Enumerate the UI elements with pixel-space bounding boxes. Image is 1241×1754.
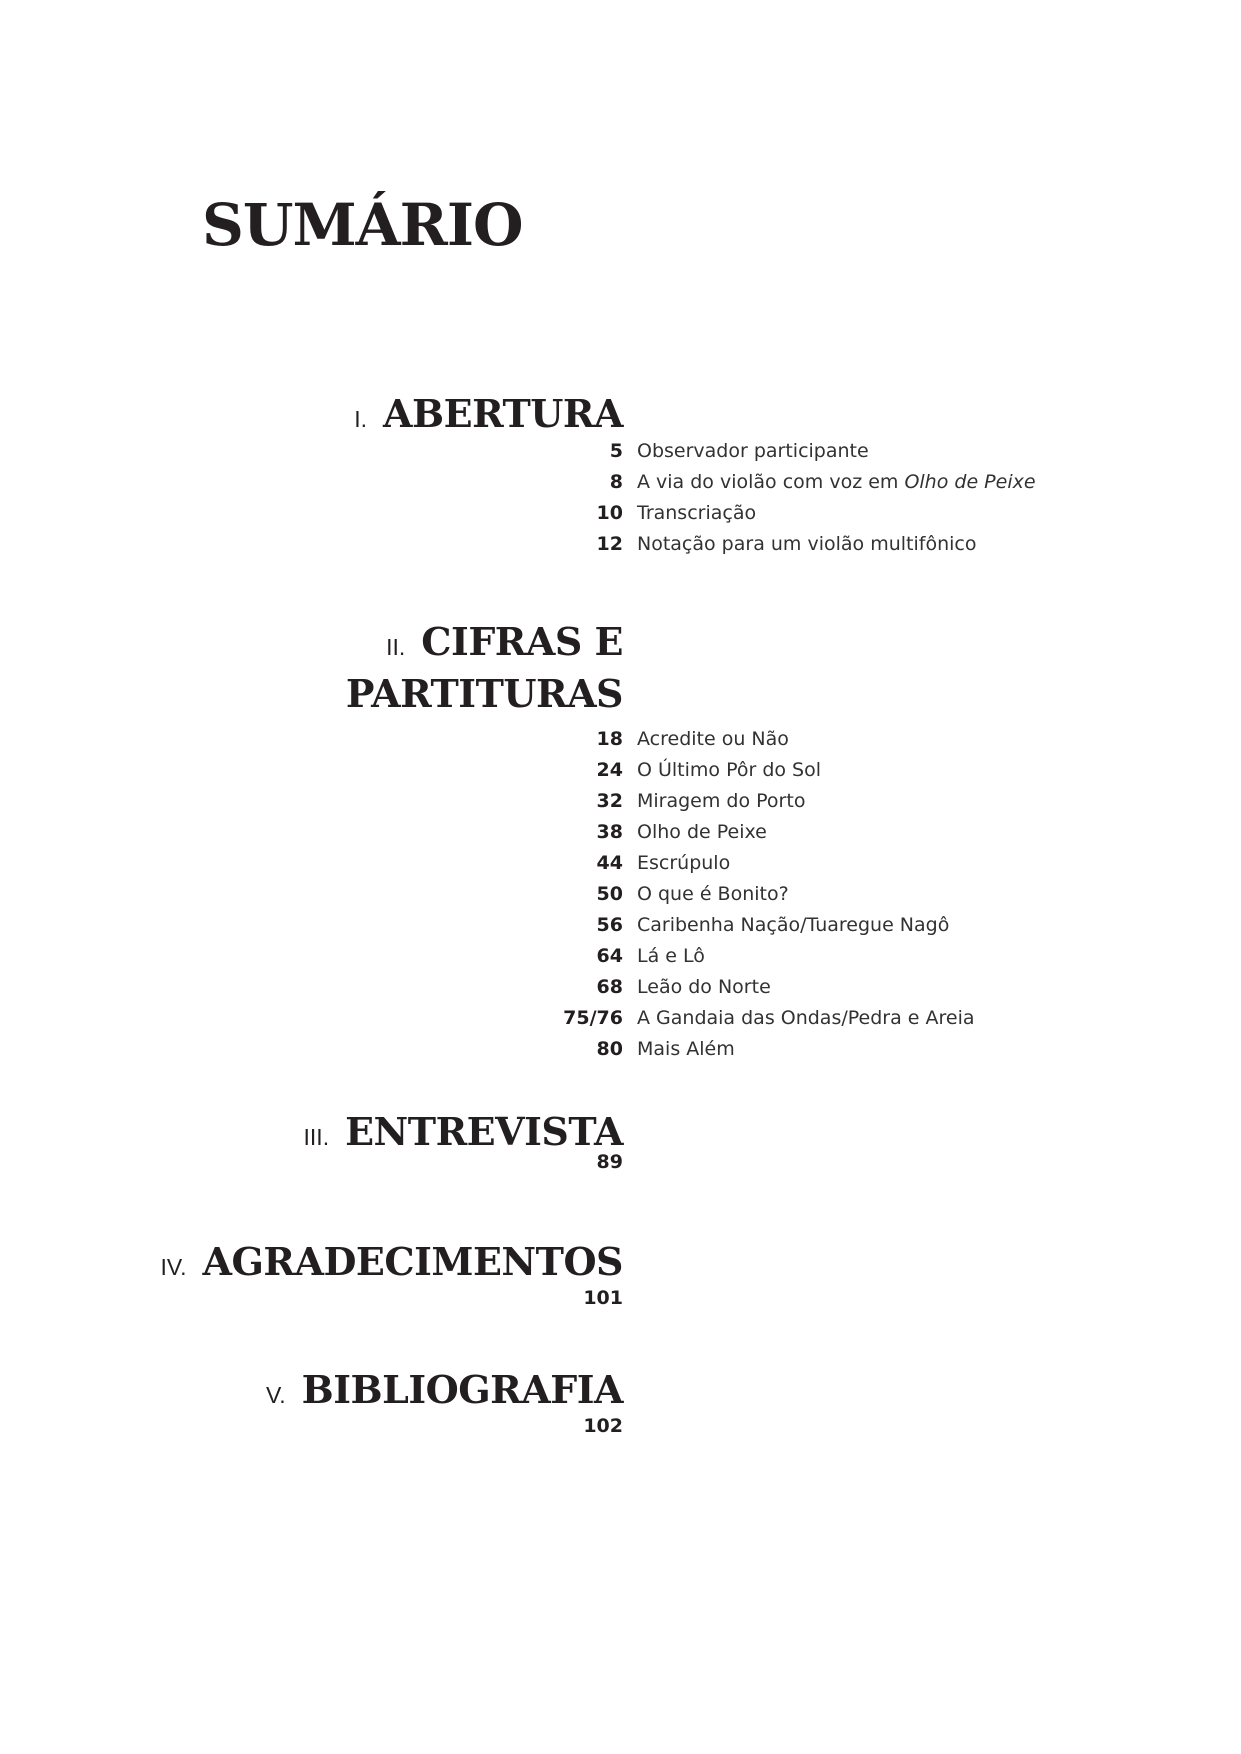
section-title: ENTREVISTA — [345, 1109, 623, 1154]
toc-entry[interactable] — [0, 1003, 1241, 1034]
toc-entry[interactable] — [0, 941, 1241, 972]
section-title: ABERTURA — [383, 391, 623, 436]
toc-entry[interactable] — [0, 724, 1241, 755]
section-page-number: 102 — [583, 1415, 623, 1437]
section-abertura — [0, 392, 1241, 560]
entry-title: O que é Bonito? — [637, 883, 789, 905]
entry-page-number: 10 — [596, 502, 623, 524]
section-title: AGRADECIMENTOS — [202, 1239, 623, 1284]
section-cifras-e-partituras — [0, 620, 1241, 1065]
toc-entry[interactable] — [0, 910, 1241, 941]
entry-title: Caribenha Nação/Tuaregue Nagô — [637, 914, 950, 936]
entry-page-number: 80 — [596, 1038, 623, 1060]
entry-page-number: 24 — [596, 759, 623, 781]
entry-title: Transcriação — [637, 502, 757, 524]
toc-entry[interactable] — [0, 817, 1241, 848]
toc-entry[interactable] — [0, 879, 1241, 910]
entry-page-number: 18 — [596, 728, 623, 750]
entry-list — [0, 724, 1241, 1065]
toc-entry[interactable] — [0, 529, 1241, 560]
entry-page-number: 50 — [596, 883, 623, 905]
entry-title: Acredite ou Não — [637, 728, 789, 750]
section-heading — [0, 1240, 623, 1284]
section-agradecimentos[interactable] — [0, 1239, 1241, 1309]
section-heading — [0, 1110, 623, 1154]
entry-page-number: 38 — [596, 821, 623, 843]
entry-title: Notação para um violão multifônico — [637, 533, 977, 555]
section-numeral: V. — [266, 1382, 286, 1408]
entry-title-text: A via do violão com voz em — [637, 471, 905, 493]
toc-entry[interactable] — [0, 436, 1241, 467]
entry-title: A Gandaia das Ondas/Pedra e Areia — [637, 1007, 975, 1029]
toc-entry[interactable] — [0, 786, 1241, 817]
entry-title: Observador participante — [637, 440, 869, 462]
entry-title-italic: Olho de Peixe — [904, 471, 1036, 493]
entry-page-number: 32 — [596, 790, 623, 812]
section-numeral: III. — [303, 1124, 330, 1150]
entry-page-number: 44 — [596, 852, 623, 874]
section-title: BIBLIOGRAFIA — [301, 1367, 623, 1412]
entry-title: Olho de Peixe — [637, 821, 767, 843]
section-title-line-2: PARTITURAS — [345, 671, 623, 716]
section-heading — [0, 392, 623, 436]
entry-title: Lá e Lô — [637, 945, 705, 967]
entry-title: O Último Pôr do Sol — [637, 759, 822, 781]
entry-list — [0, 436, 1241, 560]
section-numeral: IV. — [160, 1254, 187, 1280]
page-title: SUMÁRIO — [202, 191, 523, 259]
entry-page-number: 12 — [596, 533, 623, 555]
section-title-line-1: CIFRAS E — [421, 619, 623, 664]
toc-entry[interactable] — [0, 1034, 1241, 1065]
toc-entry[interactable] — [0, 755, 1241, 786]
section-entrevista[interactable] — [0, 1109, 1241, 1173]
entry-page-number: 56 — [596, 914, 623, 936]
section-numeral: I. — [354, 406, 368, 432]
section-heading — [0, 620, 623, 724]
toc-entry[interactable] — [0, 467, 1241, 498]
section-bibliografia[interactable] — [0, 1367, 1241, 1437]
entry-title — [637, 467, 1036, 498]
toc-entry[interactable] — [0, 972, 1241, 1003]
entry-page-number: 64 — [596, 945, 623, 967]
section-numeral: II. — [386, 634, 406, 660]
entry-page-number: 8 — [609, 471, 623, 493]
entry-page-number: 75/76 — [563, 1007, 623, 1029]
section-page-number: 101 — [583, 1287, 623, 1309]
entry-title: Mais Além — [637, 1038, 735, 1060]
entry-title: Leão do Norte — [637, 976, 771, 998]
entry-page-number: 68 — [596, 976, 623, 998]
toc-entry[interactable] — [0, 498, 1241, 529]
section-heading — [0, 1368, 623, 1412]
section-page-number: 89 — [596, 1151, 623, 1173]
toc-entry[interactable] — [0, 848, 1241, 879]
entry-title: Escrúpulo — [637, 852, 731, 874]
entry-title: Miragem do Porto — [637, 790, 806, 812]
entry-page-number: 5 — [609, 440, 623, 462]
